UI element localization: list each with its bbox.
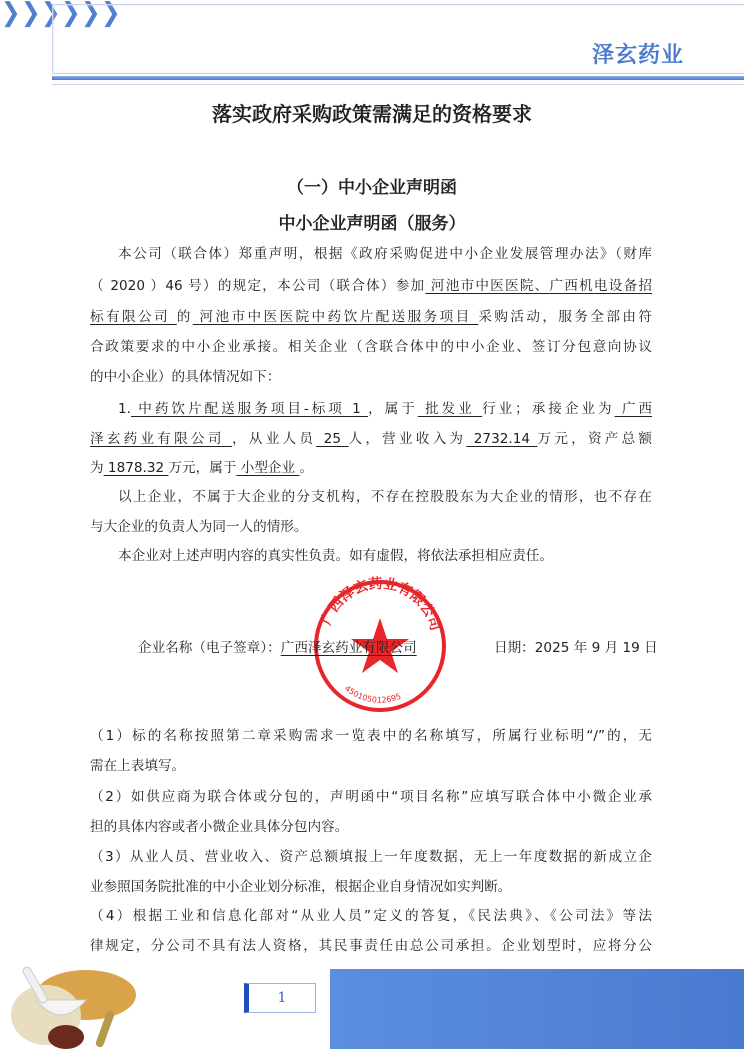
note-line: 律规定，分公司不具有法人资格，其民事责任由总公司承担。企业划型时，应将分公	[90, 938, 652, 954]
brand-name: 泽玄药业	[592, 43, 685, 68]
seal-code-text: 450105012695	[342, 683, 403, 705]
item-number: 1.	[118, 401, 131, 417]
document-title: 落实政府采购政策需满足的资格要求	[212, 102, 532, 126]
signature-date: 日期：2025 年 9 月 19 日	[494, 640, 658, 656]
text: 行业；承接企业为	[482, 401, 615, 417]
industry: 批发业	[417, 401, 483, 417]
note-line: 业参照国务院批准的中小企业划分标准，根据企业自身情况如实判断。	[90, 879, 512, 895]
text-line: 合政策要求的中小企业承接。相关企业（含联合体中的中小企业、签订分包意向协议	[90, 339, 652, 355]
text-line	[90, 276, 652, 296]
staff-count: 25	[316, 431, 349, 447]
note-line: （1）标的名称按照第二章采购需求一览表中的名称填写，所属行业标明“/”的，无	[90, 728, 652, 744]
text: 万元，属于	[168, 460, 237, 476]
text: 采购活动，服务全部由符	[478, 309, 652, 325]
declaration-title: 中小企业声明函（服务）	[278, 214, 466, 234]
note-line: （4）根据工业和信息化部对“从业人员”定义的答复，《民法典》、《公司法》等法	[90, 908, 652, 924]
text-line: 本企业对上述声明内容的真实性负责。如有虚假，将依法承担相应责任。	[118, 548, 553, 564]
text-line: 与大企业的负责人为同一人的情形。	[90, 519, 308, 535]
contractor-name: 广西	[614, 401, 653, 417]
signature-label: 企业名称（电子签章）：	[138, 640, 281, 656]
text: 万元，资产总额	[537, 431, 653, 447]
text: 。	[299, 460, 314, 476]
text: ，属于	[368, 401, 418, 417]
note-line: （3）从业人员、营业收入、资产总额填报上一年度数据，无上一年度数据的新成立企	[90, 849, 652, 865]
note-line: 需在上表填写。	[90, 758, 186, 774]
signature-line	[138, 636, 417, 656]
text: 人，营业收入为	[348, 431, 467, 447]
text-line: 本公司（联合体）郑重声明，根据《政府采购促进中小企业发展管理办法》（财库	[118, 246, 652, 262]
section-heading: （一）中小企业声明函	[287, 178, 457, 198]
header-rule-thin	[52, 84, 744, 85]
header-rule	[52, 76, 744, 80]
text-line	[90, 458, 652, 478]
text: （ 2020 ）46 号）的规定，本公司（联合体）参加	[90, 278, 426, 294]
text-line	[90, 307, 652, 327]
page-number: 1	[244, 983, 316, 1013]
total-assets: 1878.32	[103, 460, 169, 476]
text: 为	[90, 460, 104, 476]
purchaser-name-cont: 标有限公司	[90, 309, 177, 325]
chevron-decoration-icon: ❯ ❯ ❯ ❯ ❯ ❯	[1, 0, 121, 28]
revenue: 2732.14	[466, 431, 538, 447]
text-line	[90, 429, 652, 449]
seal-ring-text: 广西泽玄药业有限公司	[318, 576, 444, 633]
footer-band	[330, 969, 744, 1049]
signature-company: 广西泽玄药业有限公司	[280, 640, 417, 656]
text-line: 的中小企业）的具体情况如下：	[90, 369, 281, 385]
text-line: 以上企业，不属于大企业的分支机构，不存在控股股东为大企业的情形，也不存在	[118, 489, 652, 505]
lot-name: 中药饮片配送服务项目-标项 1	[130, 401, 369, 417]
project-name: 河池市中医医院中药饮片配送服务项目	[192, 309, 479, 325]
purchaser-name: 河池市中医医院、广西机电设备招	[425, 278, 652, 294]
note-line: （2）如供应商为联合体或分包的，声明函中“项目名称”应填写联合体中小微企业承	[90, 789, 652, 805]
text: 的	[176, 309, 193, 325]
contractor-name-cont: 泽玄药业有限公司	[90, 431, 233, 447]
enterprise-size: 小型企业	[236, 460, 300, 476]
text-line	[118, 399, 652, 419]
note-line: 担的具体内容或者小微企业具体分包内容。	[90, 819, 349, 835]
herbal-medicine-illustration-icon	[6, 955, 141, 1052]
text: ，从业人员	[232, 431, 317, 447]
